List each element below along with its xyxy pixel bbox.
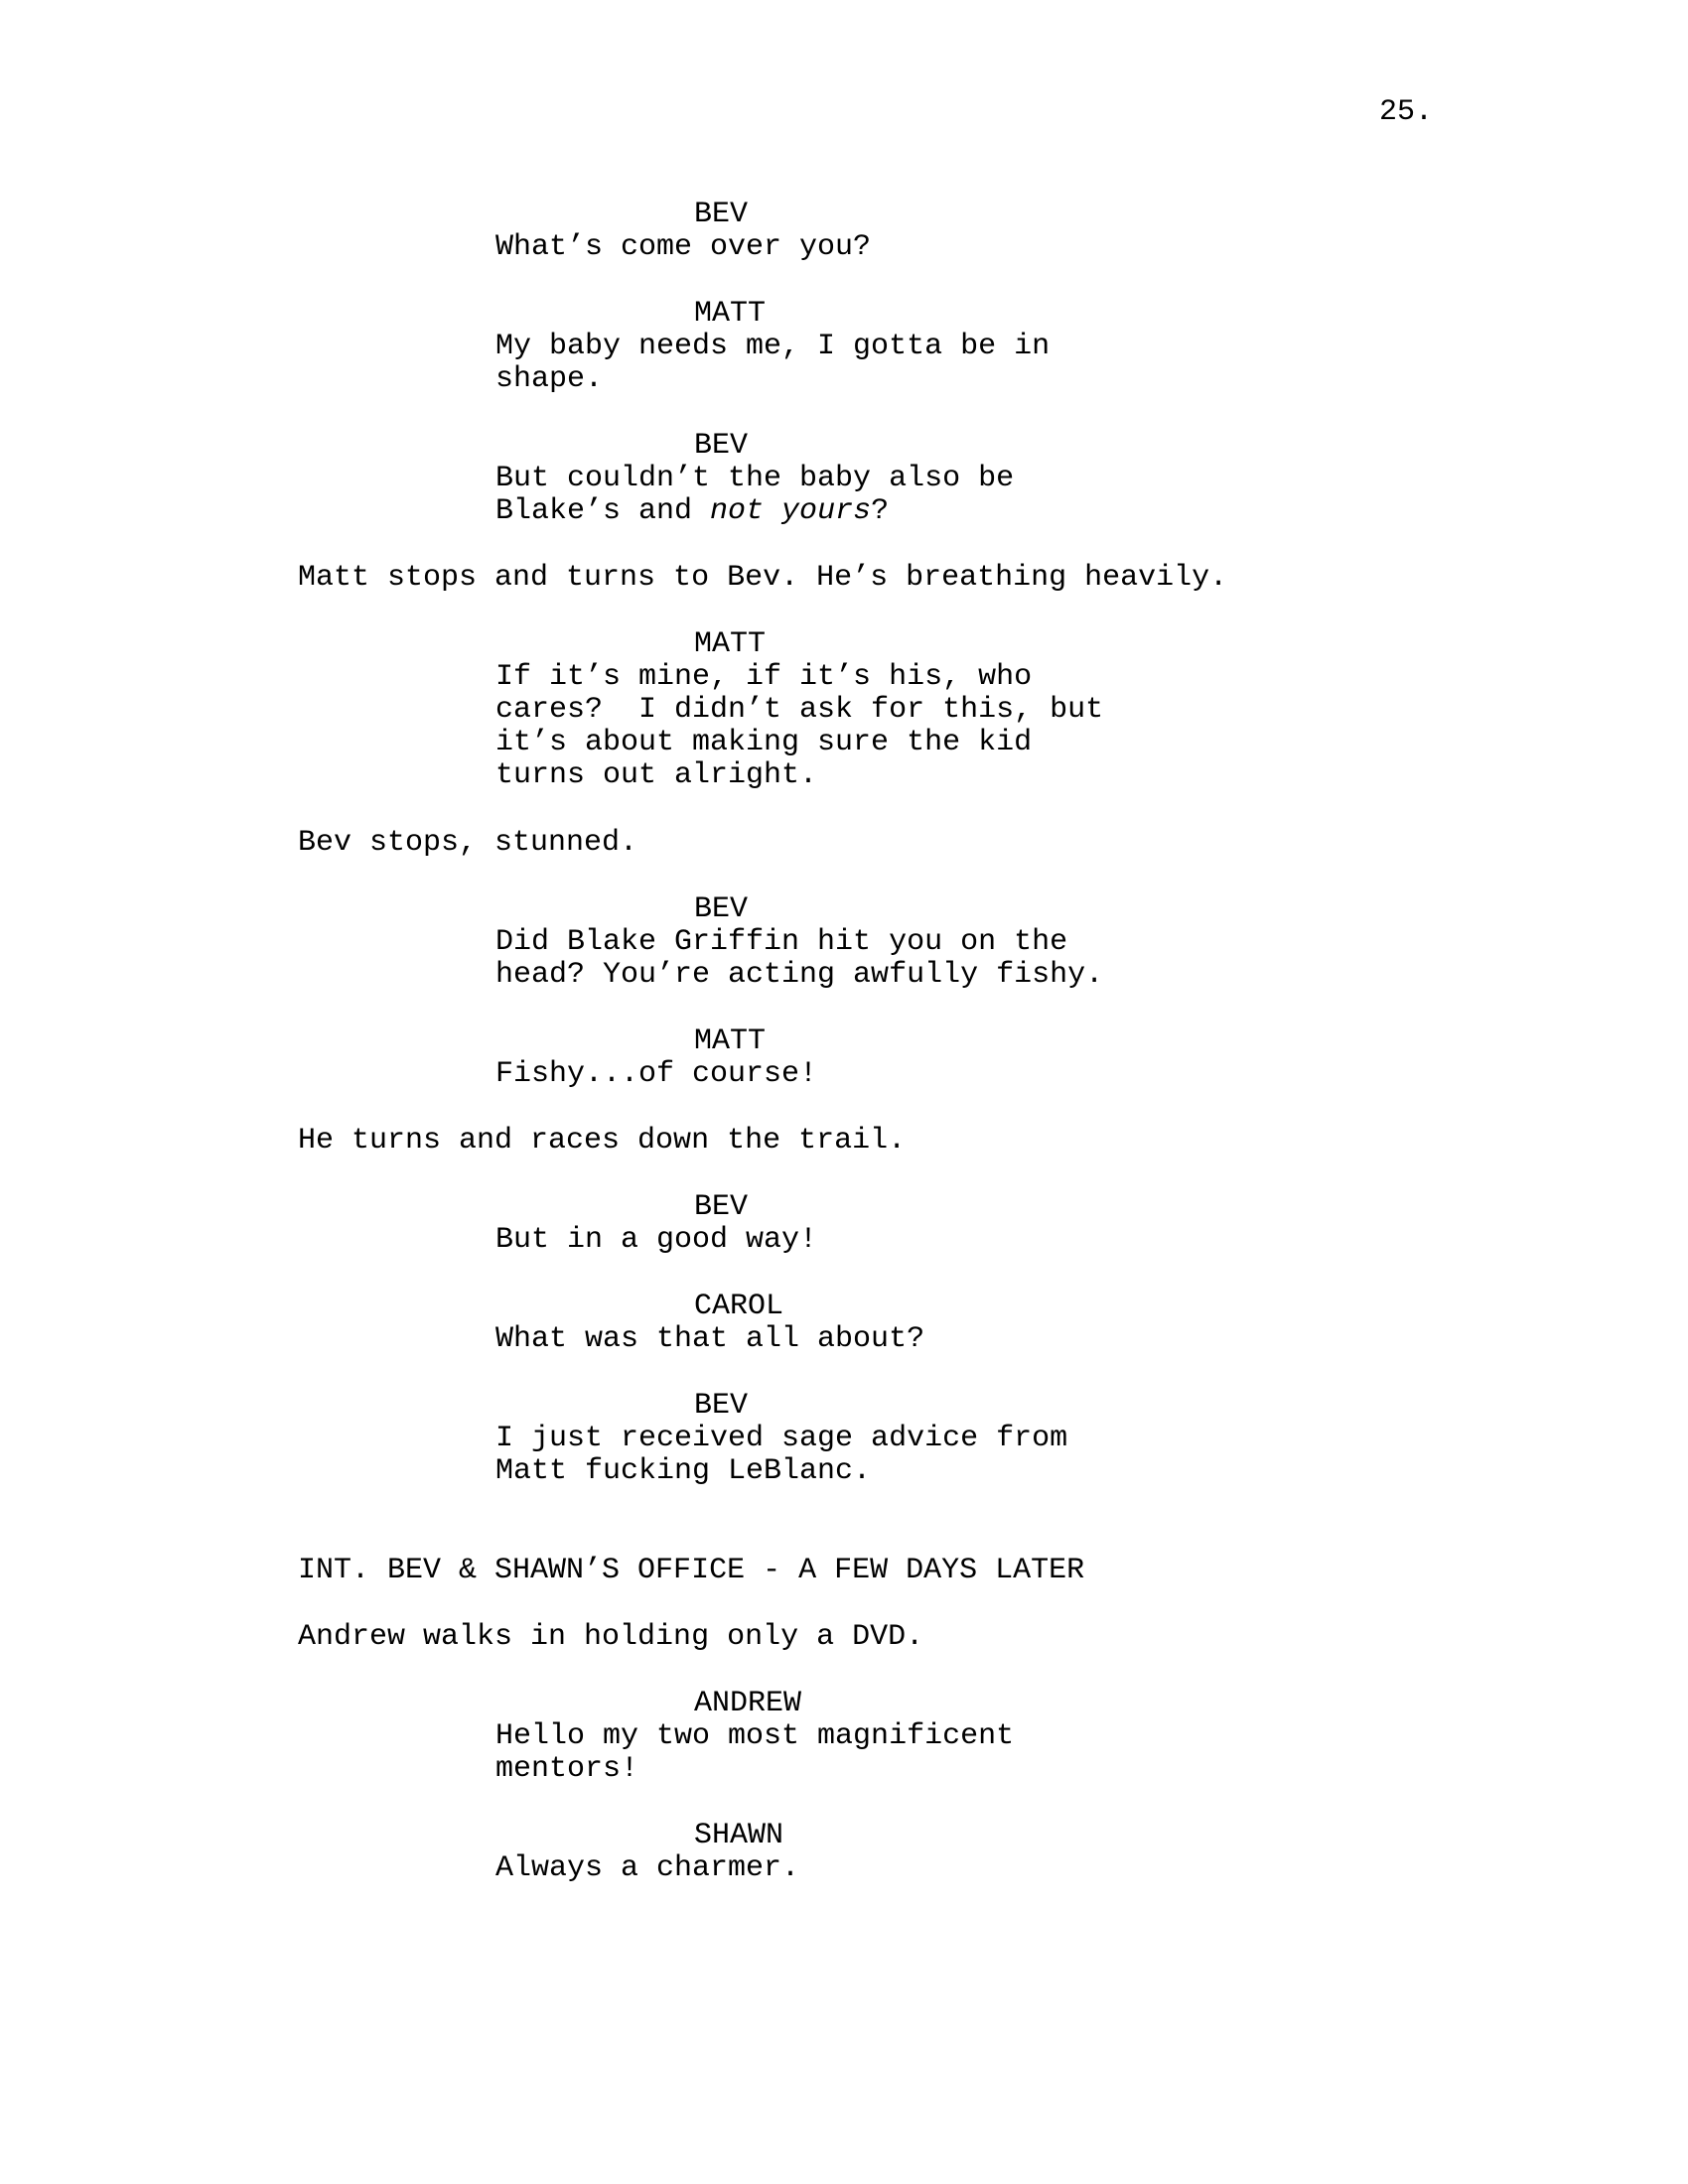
character-name: SHAWN [694, 1819, 784, 1852]
action-line: Andrew walks in holding only a DVD. [298, 1620, 924, 1654]
dialogue-line: mentors! [495, 1752, 639, 1786]
dialogue-line: But in a good way! [495, 1223, 818, 1257]
dialogue-line: If it’s mine, if it’s his, who [495, 660, 1033, 694]
dialogue-line: What’s come over you? [495, 230, 872, 264]
dialogue-line: Matt fucking LeBlanc. [495, 1454, 872, 1488]
character-name: ANDREW [694, 1687, 802, 1720]
character-name: BEV [694, 198, 749, 231]
dialogue-text: Blake’s and [495, 494, 711, 528]
scene-heading: INT. BEV & SHAWN’S OFFICE - A FEW DAYS LATER [298, 1554, 1085, 1587]
dialogue-line [495, 495, 889, 529]
dialogue-line: But couldn’t the baby also be [495, 462, 1015, 495]
action-line: He turns and races down the trail. [298, 1124, 907, 1158]
character-name: BEV [694, 429, 749, 463]
dialogue-line: cares? I didn’t ask for this, but [495, 693, 1104, 727]
dialogue-emphasis: not yours [710, 494, 872, 528]
dialogue-line: head? You’re acting awfully fishy. [495, 958, 1104, 992]
dialogue-line: Did Blake Griffin hit you on the [495, 925, 1068, 959]
action-line: Bev stops, stunned. [298, 826, 638, 860]
character-name: BEV [694, 1190, 749, 1224]
dialogue-line: turns out alright. [495, 758, 818, 792]
dialogue-line: I just received sage advice from [495, 1422, 1068, 1455]
dialogue-text: ? [871, 494, 890, 528]
character-name: BEV [694, 892, 749, 926]
dialogue-line: Always a charmer. [495, 1851, 800, 1885]
dialogue-line: My baby needs me, I gotta be in [495, 330, 1051, 363]
character-name: BEV [694, 1389, 749, 1423]
dialogue-line: Hello my two most magnificent [495, 1719, 1015, 1753]
dialogue-line: Fishy...of course! [495, 1057, 818, 1091]
character-name: MATT [694, 297, 767, 331]
action-line: Matt stops and turns to Bev. He’s breathing heavily. [298, 561, 1228, 595]
page-number: 25. [1379, 95, 1434, 129]
dialogue-line: it’s about making sure the kid [495, 726, 1033, 759]
character-name: MATT [694, 627, 767, 661]
dialogue-line: shape. [495, 362, 604, 396]
character-name: CAROL [694, 1290, 784, 1323]
character-name: MATT [694, 1024, 767, 1058]
dialogue-line: What was that all about? [495, 1322, 925, 1356]
